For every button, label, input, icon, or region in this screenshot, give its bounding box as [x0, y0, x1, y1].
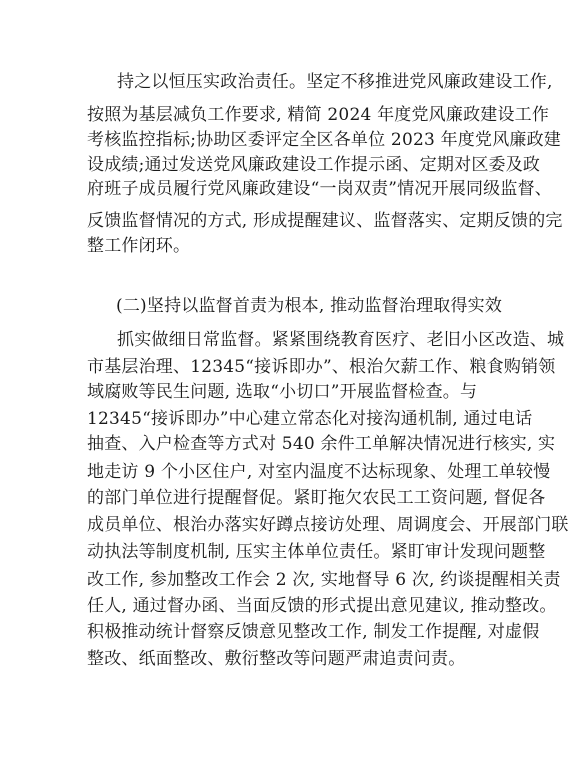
- paragraph-2-line-8: 成员单位、根治办落实好蹲点接访处理、周调度会、开展部门联: [87, 515, 569, 535]
- paragraph-1-line-5: 府班子成员履行党风廉政建设“一岗双责”情况开展同级监督、: [87, 179, 552, 199]
- paragraph-2-line-13: 整改、纸面整改、敷衍整改等问题严肃追责问责。: [87, 649, 466, 669]
- paragraph-2-line-3: 域腐败等民生问题, 选取“小切口”开展监督检查。与: [87, 382, 478, 402]
- paragraph-1-line-2: 按照为基层减负工作要求, 精简 2024 年度党风廉政建设工作: [87, 105, 550, 125]
- paragraph-2-line-11: 任人, 通过督办函、当面反馈的形式提出意见建议, 推动整改。: [87, 596, 557, 616]
- paragraph-2-line-12: 积极推动统计督察反馈意见整改工作, 制发工作提醒, 对虚假: [87, 622, 540, 642]
- paragraph-2-line-5: 抽查、入户检查等方式对 540 余件工单解决情况进行核实, 实: [87, 434, 556, 454]
- paragraph-2-line-7: 的部门单位进行提醒督促。紧盯拖欠农民工工资问题, 督促各: [87, 488, 546, 508]
- paragraph-1-line-6: 反馈监督情况的方式, 形成提醒建议、监督落实、定期反馈的完: [87, 211, 563, 231]
- paragraph-1-line-1: 持之以恒压实政治责任。坚定不移推进党风廉政建设工作,: [117, 72, 553, 92]
- paragraph-2-line-6: 地走访 9 个小区住户, 对室内温度不达标现象、处理工单较慢: [87, 462, 551, 482]
- paragraph-2-line-2: 市基层治理、12345“接诉即办”、根治欠薪工作、粮食购销领: [87, 357, 556, 377]
- paragraph-1-line-3: 考核监控指标;协助区委评定全区各单位 2023 年度党风廉政建: [87, 130, 561, 150]
- paragraph-1-line-4: 设成绩;通过发送党风廉政建设工作提示函、定期对区委及政: [87, 155, 541, 175]
- paragraph-2-line-1: 抓实做细日常监督。紧紧围绕教育医疗、老旧小区改造、城: [117, 330, 565, 350]
- section-heading: (二)坚持以监督首责为根本, 推动监督治理取得实效: [116, 296, 503, 316]
- paragraph-2-line-10: 改工作, 参加整改工作会 2 次, 实地督导 6 次, 约谈提醒相关责: [87, 570, 561, 590]
- paragraph-1-line-7: 整工作闭环。: [87, 236, 191, 256]
- paragraph-2-line-9: 动执法等制度机制, 压实主体单位责任。紧盯审计发现问题整: [87, 542, 546, 562]
- paragraph-2-line-4: 12345“接诉即办”中心建立常态化对接沟通机制, 通过电话: [87, 409, 533, 429]
